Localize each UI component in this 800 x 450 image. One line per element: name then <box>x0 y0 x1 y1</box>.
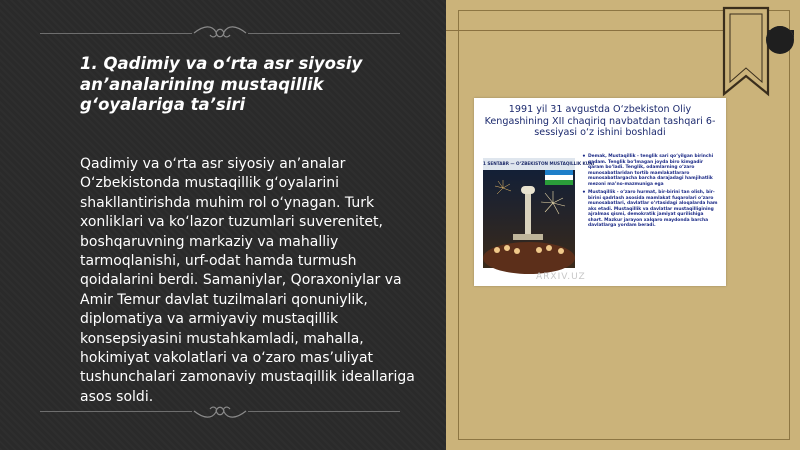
list-item: • Demak, Mustaqillik - tenglik sari qo‘yilgan birinchi qadam. Tenglik bo‘lmagan joyda biro kimgadir qaram bo‘ladi. Tenglik, odamlarning o‘zaro munosabatlaridan tortib mamlakatlararo munosabatlargacha barcha darajadagi hamjihatlik mezoni ma’no-mazmuniga ega <box>582 154 718 187</box>
thumbnail-bullet-list <box>582 154 718 232</box>
watermark: ARXIV.UZ <box>536 272 586 282</box>
list-item: • Mustaqillik - o‘zaro hurmat, bir-birini tan olish, bir-birini qadrlash asosida mamlakat fuqarolari o‘zaro munosabatlari, davlatlar o‘rtasidagi aloqalarda ham aks etadi. Mustaqillik va davlatlar mustaqilligining ajralmas qismi, demokratik jamiyat qurilishiga shart. Mazkur jarayon xalqaro maydonda barcha davlatlarga yordam beradi. <box>582 190 718 229</box>
embedded-slide-image <box>474 98 726 286</box>
bookmark-ribbon-icon <box>718 0 800 100</box>
independence-day-poster <box>483 158 595 268</box>
slide-body: Qadimiy va o‘rta asr siyosiy an’analar O‘zbekistonda mustaqillik g‘oyalarini shakllantirishda muhim rol o‘ynagan. Turk xonliklari va ko‘lazor tuzumlari suverenitet, boshqaruvning markaziy va mahalliy tarmoqlanishi, urf-odat hamda turmush qoidalarini berdi. Samaniylar, Qoraxoniylar va Amir Temur davlat tuzilmalari qonuniylik, diplomatiya va armiyaviy mustaqillik konsepsiyasini mustahkamladi, mahalla, hokimiyat vakolatlari va o‘zaro mas’uliyat tushunchalari zamonaviy mustaqillik ideallariga asos soldi. <box>80 156 415 405</box>
top-flourish-ornament <box>192 22 248 44</box>
bottom-rule-left <box>40 411 192 412</box>
top-rule-left <box>40 33 192 34</box>
thumbnail-caption: 1991 yil 31 avgustda O‘zbekiston Oliy Kengashining XII chaqiriq navbatdan tashqari 6-sessiyasi o‘z ishini boshladi <box>484 104 716 139</box>
poster-title: 1 SENTABR — O‘ZBEKISTON MUSTAQILLIK KUNI <box>483 158 575 170</box>
poster-illustration <box>483 158 575 268</box>
top-rule-right <box>248 33 400 34</box>
gold-rule <box>446 30 726 31</box>
slide-title: 1. Qadimiy va o‘rta asr siyosiy an’analarining mustaqillik g‘oyalariga ta’siri <box>80 54 363 114</box>
bottom-rule-right <box>248 411 400 412</box>
